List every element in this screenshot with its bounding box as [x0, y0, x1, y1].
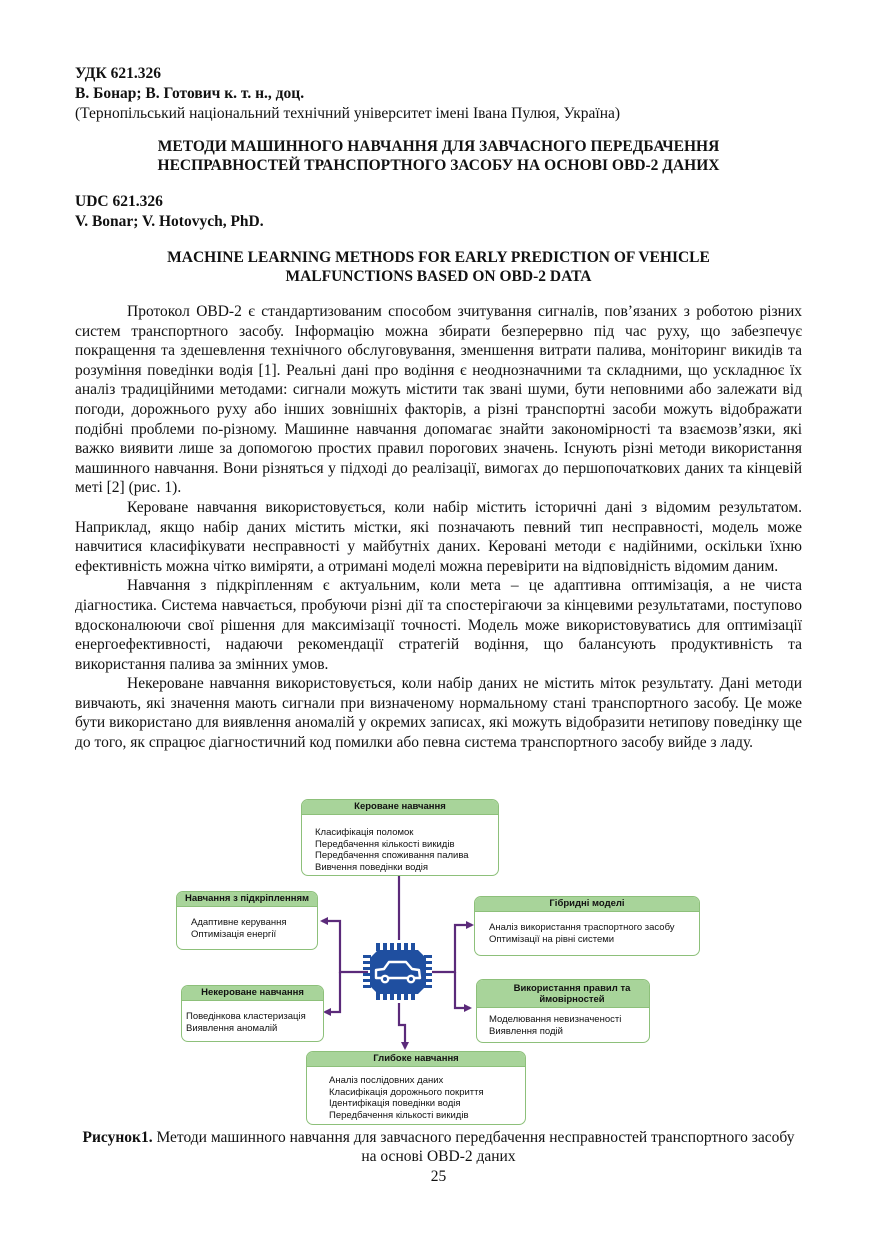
- list-item: Передбачення кількості викидів: [329, 1109, 469, 1121]
- box-hybrid-title: Гібридні моделі: [475, 897, 699, 912]
- list-item: Передбачення споживання палива: [315, 850, 469, 861]
- udc-en: UDC 621.326: [75, 193, 163, 210]
- title-en-line-2: MALFUNCTIONS BASED ON OBD-2 DATA: [285, 268, 592, 285]
- paragraph-unsupervised: Некероване навчання використовується, коли набір даних не містить міток результату. Дані методи вивчають, які значення мають сигнали при визначеному нормальному стані транспортного засобу. Це може бути використано для виявлення аномалій у окремих записах, які можуть відобразити нетипову поведінку ще до того, як спрацює діагностичний код помилки або певна система транспортного засобу вийде з ладу.: [75, 675, 802, 752]
- list-item: Класифікація поломок: [315, 827, 414, 838]
- car-chip-icon: [363, 943, 432, 1000]
- box-reinforcement-items: [177, 907, 317, 940]
- arrow-to-rules: [455, 972, 470, 1008]
- paragraph-supervised: Кероване навчання використовується, коли набір містить історичні дані з відомим результатом. Наприклад, якщо набір даних містить містки, які позначають певний тип несправності, модель може навчитися класифікувати несправності у майбутніх даних. Керовані методи є надійними, оскільки їхню ефективність можна чітко виміряти, а отримані моделі можна перевірити на відповідність відомим даним.: [75, 498, 802, 575]
- paragraph-intro: Протокол OBD-2 є стандартизованим способом зчитування сигналів, пов’язаних з роботою різних систем транспортного засобу. Інформацію можна збирати безперервно під час руху, що забезпечує покращення та здешевлення технічного обслуговування, зменшення витрати палива, моніторинг викидів та розуміння поведінки водія [1]. Реальні дані про водіння є неоднозначними та складними, що ускладнює їх аналіз традиційними методами: сигнали можуть містити так звані шуми, бути неповними або залежати від погоди, дорожнього руху або інших зовнішніх факторів, а різні транспортні засоби можуть відображати подібні проблеми по-різному. Машинне навчання допомагає знайти закономірності та взаємозв’язки, які важко виявити лише за допомогою простих правил порогових значень. Існують різні методи використання машинного навчання. Вони різняться у підході до реалізації, вимогах до першопочаткових даних та кінцевій меті [2] (рис. 1).: [75, 303, 802, 497]
- box-supervised-title: Кероване навчання: [302, 800, 498, 815]
- box-reinforcement-title: Навчання з підкріпленням: [177, 892, 317, 907]
- list-item: Ідентифікація поведінки водія: [329, 1098, 461, 1109]
- title-en-line-1: MACHINE LEARNING METHODS FOR EARLY PREDICTION OF VEHICLE: [167, 249, 710, 266]
- box-deep-items: [307, 1067, 525, 1121]
- authors-en: V. Bonar; V. Hotovych, PhD.: [75, 213, 264, 230]
- box-unsupervised-learning: [181, 985, 324, 1042]
- list-item: Поведінкова кластеризація: [186, 1011, 306, 1022]
- list-item: Класифікація дорожнього покриття: [329, 1086, 484, 1098]
- box-deep-learning: [306, 1051, 526, 1125]
- list-item: Оптимізації на рівні системи: [489, 933, 615, 945]
- box-rules-items: [477, 1008, 649, 1037]
- paragraph-reinforcement: Навчання з підкріпленням є актуальним, коли мета – це адаптивна оптимізація, а не чиста діагностика. Система навчається, пробуючи різні дії та спостерігаючи за кінцевими результатами, поступово вдосконалюючи свої рішення для максимізації точності. Модель може використовуватись для оптимізації енергоефективності, надаючи рекомендації стратегій водіння, що балансують продуктивність та використання палива за змінних умов.: [75, 577, 802, 673]
- figure-caption-text: Методи машинного навчання для завчасного передбачення несправностей транспортного засобу на основі OBD-2 даних: [156, 1129, 795, 1165]
- box-rules-probabilities: [476, 979, 650, 1043]
- list-item: Моделювання невизначеності: [489, 1014, 622, 1025]
- box-reinforcement-learning: [176, 891, 318, 950]
- box-deep-title: Глибоке навчання: [307, 1052, 525, 1067]
- box-hybrid-items: [475, 912, 699, 945]
- udk-ua: УДК 621.326: [75, 65, 161, 82]
- title-ua-line-1: МЕТОДИ МАШИННОГО НАВЧАННЯ ДЛЯ ЗАВЧАСНОГО ПЕРЕДБАЧЕННЯ: [157, 138, 720, 155]
- list-item: Виявлення аномалій: [186, 1022, 278, 1034]
- box-hybrid-models: [474, 896, 700, 956]
- list-item: Аналіз використання траспортного засобу: [489, 922, 675, 933]
- box-supervised-items: [302, 815, 498, 873]
- arrow-to-hybrid: [432, 925, 472, 972]
- box-unsupervised-items: [182, 1001, 323, 1034]
- arrow-to-unsupervised: [325, 972, 340, 1012]
- list-item: Виявлення подій: [489, 1025, 563, 1037]
- page-number: 25: [430, 1168, 447, 1185]
- box-supervised-learning: [301, 799, 499, 876]
- arrow-to-deep: [399, 1003, 405, 1048]
- list-item: Оптимізація енергії: [191, 928, 277, 940]
- box-rules-title: Використання правил та ймовірностей: [477, 980, 649, 1008]
- list-item: Адаптивне керування: [191, 917, 287, 928]
- affiliation-ua: (Тернопільський національний технічний університет імені Івана Пулюя, Україна): [75, 105, 621, 122]
- figure-caption: [75, 1128, 802, 1166]
- title-ua-line-2: НЕСПРАВНОСТЕЙ ТРАНСПОРТНОГО ЗАСОБУ НА ОСНОВІ OBD-2 ДАНИХ: [157, 157, 720, 174]
- arrow-to-reinforcement: [322, 921, 368, 972]
- figure-caption-label: Рисунок1.: [82, 1129, 153, 1146]
- list-item: Аналіз послідовних даних: [329, 1075, 444, 1086]
- list-item: Вивчення поведінки водія: [315, 861, 429, 873]
- authors-ua: В. Бонар; В. Готович к. т. н., доц.: [75, 85, 305, 102]
- box-unsupervised-title: Некероване навчання: [182, 986, 323, 1001]
- list-item: Передбачення кількості викидів: [315, 838, 455, 850]
